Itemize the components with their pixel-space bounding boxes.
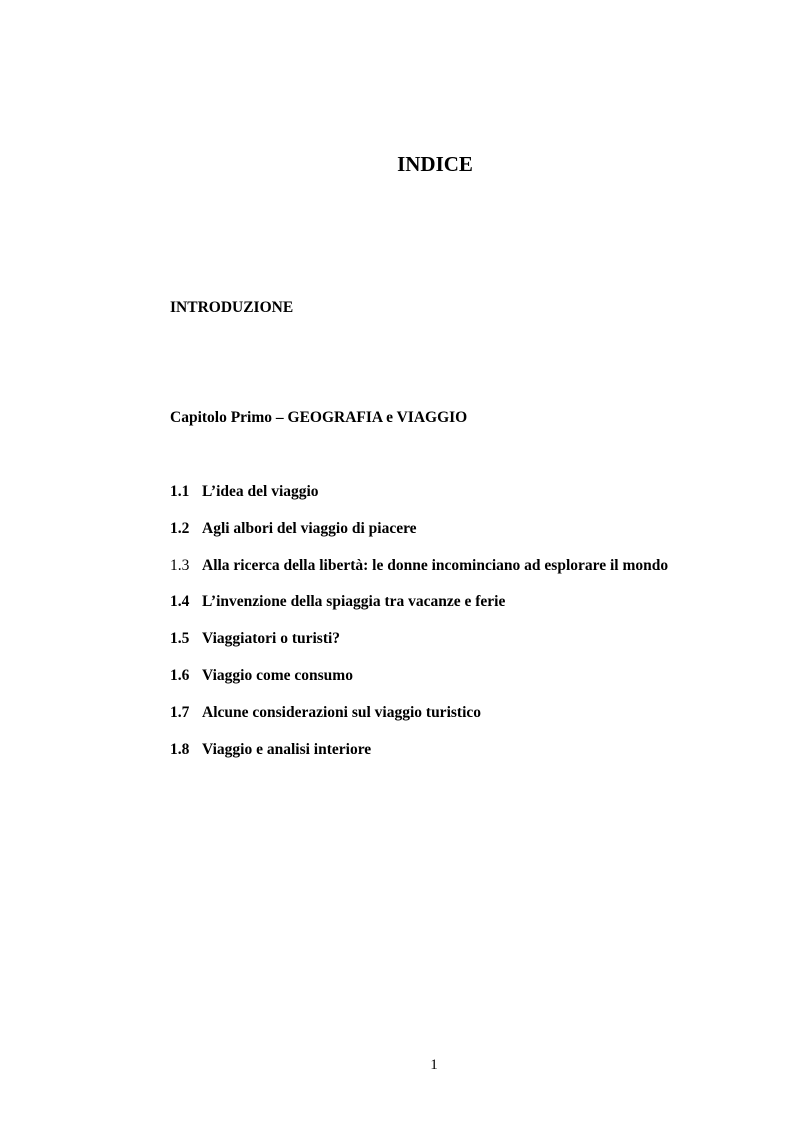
toc-entry-label: L’idea del viaggio: [202, 483, 319, 500]
toc-entry-label: Viaggio e analisi interiore: [202, 740, 372, 758]
toc-entry-label: Viaggio come consumo: [202, 666, 353, 684]
toc-entry-number: 1.4: [170, 593, 190, 611]
toc-entry-label: L’invenzione della spiaggia tra vacanze e ferie: [202, 593, 506, 611]
page-title: INDICE: [397, 152, 473, 176]
toc-section-list: [170, 481, 668, 775]
toc-entry-number: 1.3: [170, 556, 190, 574]
toc-entry-1-2: [170, 518, 668, 555]
toc-entry-number: 1.6: [170, 666, 190, 684]
toc-entry-1-8: [170, 739, 668, 776]
toc-entry-number: 1.2: [170, 519, 190, 537]
toc-entry-1-4: [170, 591, 668, 628]
toc-entry-label: Alcune considerazioni sul viaggio turistico: [202, 703, 481, 721]
toc-entry-number: 1.1: [170, 483, 190, 500]
toc-entry-1-7: [170, 702, 668, 739]
page-number: 1: [430, 1057, 438, 1073]
toc-entry-1-5: [170, 628, 668, 665]
toc-entry-number: 1.8: [170, 740, 190, 758]
toc-entry-1-3: [170, 555, 668, 592]
toc-entry-number: 1.7: [170, 703, 190, 721]
toc-entry-1-1: [170, 481, 668, 518]
toc-introduction: INTRODUZIONE: [170, 299, 294, 316]
toc-entry-label: Agli albori del viaggio di piacere: [202, 519, 417, 537]
toc-chapter-heading: Capitolo Primo – GEOGRAFIA e VIAGGIO: [170, 409, 468, 426]
toc-entry-label: Alla ricerca della libertà: le donne incominciano ad esplorare il mondo: [202, 556, 669, 574]
toc-entry-number: 1.5: [170, 630, 190, 648]
toc-entry-label: Viaggiatori o turisti?: [202, 630, 341, 648]
toc-entry-1-6: [170, 665, 668, 702]
